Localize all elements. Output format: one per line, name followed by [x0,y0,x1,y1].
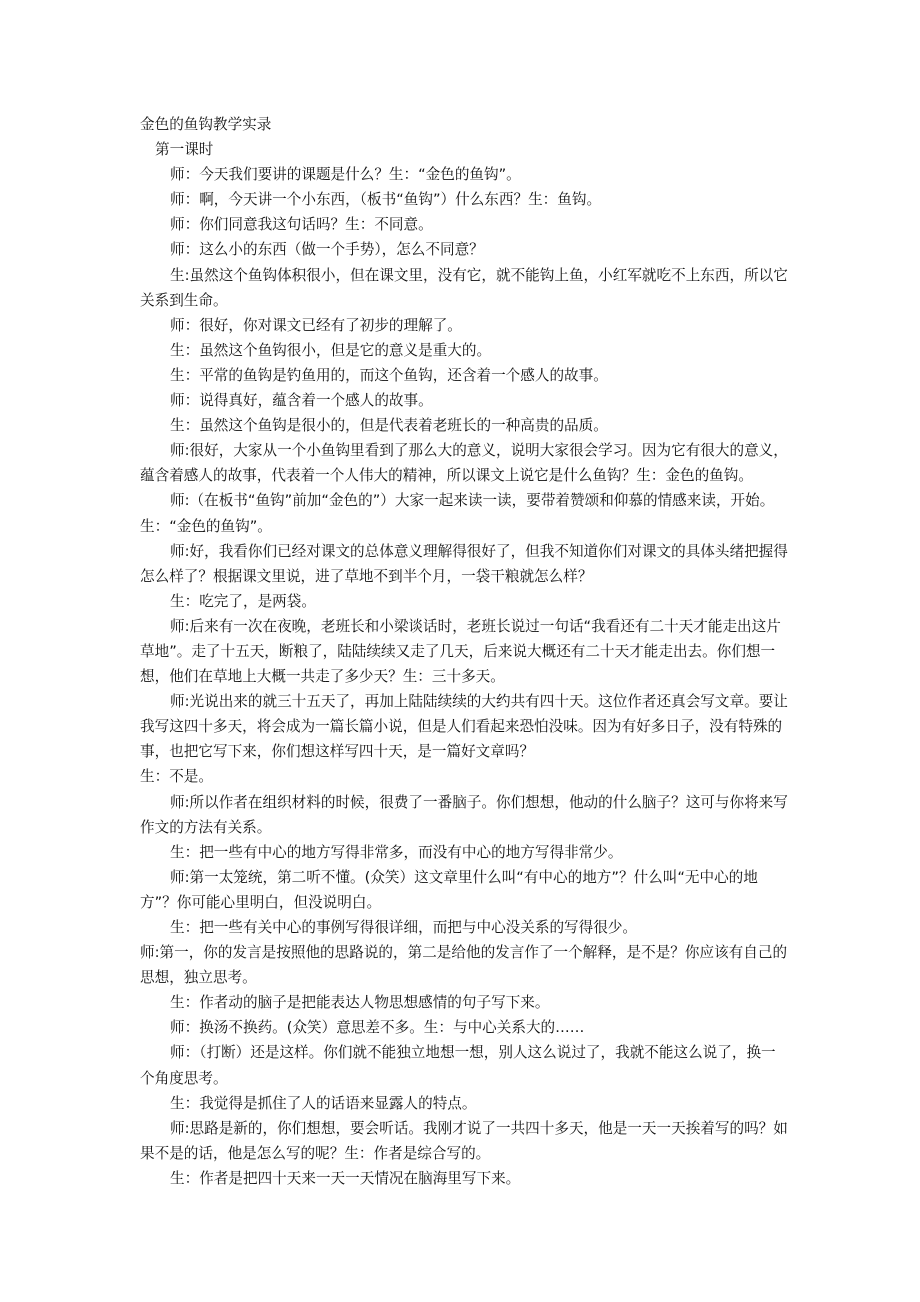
dialogue-paragraph: 生：虽然这个鱼钩是很小的，但是代表着老班长的一种高贵的品质。 [170,417,608,435]
dialogue-paragraph: 师：很好，你对课文已经有了初步的理解了。 [170,316,462,334]
dialogue-paragraph: 生：我觉得是抓住了人的话语来显露人的特点。 [170,1094,477,1112]
dialogue-paragraph: 师:好，我看你们已经对课文的总体意义理解得很好了，但我不知道你们对课文的具体头绪把握得怎么样了？根据课文里说，进了草地不到半个月，一袋干粮就怎么样？ [140,542,788,585]
dialogue-paragraph: 师:第一太笼统，第二听不懂。(众笑）这文章里什么叫“有中心的地方”？什么叫“无中心的地方”？你可能心里明白，但没说明白。 [140,868,758,911]
dialogue-paragraph: 师:思路是新的，你们想想，要会听话。我刚才说了一共四十多天，他是一天一天挨着写的吗？如果不是的话，他是怎么写的呢？生：作者是综合写的。 [140,1119,788,1162]
dialogue-paragraph: 师：换汤不换药。(众笑）意思差不多。生：与中心关系大的…… [170,1019,585,1037]
dialogue-paragraph: 生：作者是把四十天来一天一天情况在脑海里写下来。 [170,1169,521,1187]
document-body [140,112,790,1191]
dialogue-paragraph: 生：虽然这个鱼钩很小，但是它的意义是重大的。 [170,341,492,359]
dialogue-paragraph: 生：不是。 [140,768,213,786]
dialogue-paragraph: 师：说得真好，蕴含着一个感人的故事。 [170,392,433,410]
dialogue-paragraph: 师:后来有一次在夜晚，老班长和小梁谈话时，老班长说过一句话“我看还有二十天才能走出这片草地”。走了十五天，断粮了，陆陆续续又走了几天，后来说大概还有二十天才能走出去。你们想一想，他们在草地上大概一共走了多少天？生：三十多天。 [140,617,781,686]
document-title: 金色的鱼钩教学实录 [140,116,272,133]
dialogue-paragraph: 师:光说出来的就三十五天了，再加上陆陆续续的大约共有四十天。这位作者还真会写文章。要让我写这四十多天，将会成为一篇长篇小说，但是人们看起来恐怕没味。因为有好多日子，没有特殊的事，也把它写下来，你们想这样写四十天，是一篇好文章吗？ [140,693,788,761]
dialogue-paragraph: 生:虽然这个鱼钩体积很小，但在课文里，没有它，就不能钩上鱼，小红军就吃不上东西，所以它关系到生命。 [140,266,788,309]
dialogue-paragraph: 师：啊，今天讲一个小东西，（板书“鱼钩”）什么东西？生：鱼钩。 [170,191,602,209]
dialogue-paragraph: 师:很好，大家从一个小鱼钩里看到了那么大的意义，说明大家很会学习。因为它有很大的意义，蕴含着感人的故事，代表着一个人伟大的精神，所以课文上说它是什么鱼钩？生：金色的鱼钩。 [140,442,788,485]
dialogue-paragraph: 生：作者动的脑子是把能表达人物思想感情的句子写下来。 [170,994,550,1012]
lesson-heading: 第一课时 [155,141,214,159]
dialogue-paragraph: 生：把一些有关中心的事例写得很详细，而把与中心没关系的写得很少。 [170,919,638,936]
dialogue-paragraph: 师:所以作者在组织材料的时候，很费了一番脑子。你们想想，他动的什么脑子？这可与你将来写作文的方法有关系。 [140,793,788,836]
dialogue-paragraph: 生：吃完了，是两袋。 [170,592,316,610]
dialogue-paragraph: 师：今天我们要讲的课题是什么？生：“金色的鱼钩”。 [170,166,521,184]
dialogue-paragraph: 生：平常的鱼钩是钓鱼用的，而这个鱼钩，还含着一个感人的故事。 [170,366,608,384]
dialogue-paragraph: 师:（在板书“鱼钩”前加“金色的”）大家一起来读一读，要带着赞颂和仰慕的情感来读，开始。生：“金色的鱼钩”。 [140,492,775,535]
dialogue-paragraph: 师：（打断）还是这样。你们就不能独立地想一想，别人这么说过了，我就不能这么说了，换一个角度思考。 [140,1044,776,1087]
dialogue-paragraph: 师:第一，你的发言是按照他的思路说的，第二是给他的发言作了一个解释，是不是？你应该有自己的思想，独立思考。 [140,944,788,987]
dialogue-paragraph: 师：你们同意我这句话吗？生：不同意。 [170,216,433,234]
dialogue-paragraph: 师：这么小的东西（做一个手势），怎么不同意？ [170,241,484,259]
dialogue-paragraph: 生：把一些有中心的地方写得非常多，而没有中心的地方写得非常少。 [170,843,623,861]
